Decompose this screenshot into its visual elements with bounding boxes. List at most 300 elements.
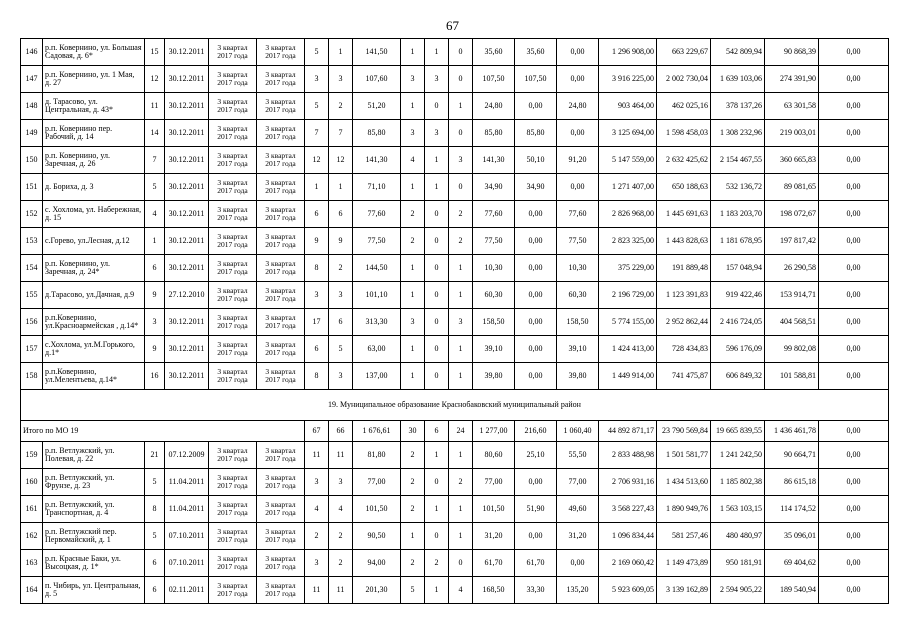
table-cell: 50,10 — [515, 147, 557, 174]
table-cell: 5 — [145, 523, 165, 550]
table-cell: 1 296 908,00 — [599, 39, 657, 66]
table-cell: 0,00 — [819, 523, 889, 550]
table-cell: 15 — [145, 39, 165, 66]
table-cell: 89 081,65 — [765, 174, 819, 201]
total-cell: 1 436 461,78 — [765, 421, 819, 442]
table-cell: 3 квартал 2017 года — [257, 39, 305, 66]
table-cell: 2 196 729,00 — [599, 282, 657, 309]
table-cell: 30.12.2011 — [165, 255, 209, 282]
table-cell: 107,50 — [473, 66, 515, 93]
table-cell: 1 — [449, 336, 473, 363]
table-cell: 11 — [305, 577, 329, 604]
table-cell: 3 квартал 2017 года — [209, 550, 257, 577]
table-cell: 0,00 — [819, 309, 889, 336]
table-cell: 07.12.2009 — [165, 442, 209, 469]
table-cell: 375 229,00 — [599, 255, 657, 282]
table-cell: 274 391,90 — [765, 66, 819, 93]
table-cell: 85,80 — [473, 120, 515, 147]
table-cell: 0 — [425, 363, 449, 390]
row-number-cell: 163 — [21, 550, 43, 577]
table-cell: 0 — [425, 93, 449, 120]
table-cell: 0,00 — [819, 147, 889, 174]
address-cell: р.п. Ветлужский, ул. Полевая, д. 22 — [43, 442, 145, 469]
address-cell: с.Хохлома, ул.М.Горького, д.1* — [43, 336, 145, 363]
table-cell: 1 — [401, 255, 425, 282]
table-cell: 2 416 724,05 — [711, 309, 765, 336]
table-cell: 141,30 — [353, 147, 401, 174]
table-cell: 3 квартал 2017 года — [257, 66, 305, 93]
table-cell: 2 — [449, 201, 473, 228]
table-cell: 9 — [329, 228, 353, 255]
table-row — [21, 66, 889, 93]
row-number-cell: 161 — [21, 496, 43, 523]
table-cell: 0,00 — [819, 174, 889, 201]
table-cell: 1 096 834,44 — [599, 523, 657, 550]
table-cell: 0,00 — [557, 550, 599, 577]
table-cell: 12 — [305, 147, 329, 174]
table-cell: 5 774 155,00 — [599, 309, 657, 336]
total-label: Итого по МО 19 — [21, 421, 305, 442]
table-cell: 3 квартал 2017 года — [209, 496, 257, 523]
table-row — [21, 336, 889, 363]
table-cell: 189 540,94 — [765, 577, 819, 604]
table-cell: 3 квартал 2017 года — [209, 66, 257, 93]
table-cell: 11.04.2011 — [165, 496, 209, 523]
row-number-cell: 157 — [21, 336, 43, 363]
table-cell: 5 — [305, 93, 329, 120]
table-cell: 2 823 325,00 — [599, 228, 657, 255]
table-cell: 31,20 — [557, 523, 599, 550]
table-cell: 3 квартал 2017 года — [209, 93, 257, 120]
table-cell: 0,00 — [819, 496, 889, 523]
table-cell: 0,00 — [515, 282, 557, 309]
table-cell: 25,10 — [515, 442, 557, 469]
table-cell: 0 — [449, 120, 473, 147]
table-cell: 2 826 968,00 — [599, 201, 657, 228]
table-cell: 3 квартал 2017 года — [257, 523, 305, 550]
table-cell: 1 — [449, 363, 473, 390]
table-cell: 2 — [401, 496, 425, 523]
table-cell: 3 квартал 2017 года — [257, 550, 305, 577]
table-cell: 0,00 — [515, 255, 557, 282]
table-cell: 16 — [145, 363, 165, 390]
table-cell: 3 квартал 2017 года — [257, 282, 305, 309]
table-cell: 10,30 — [473, 255, 515, 282]
table-cell: 153 914,71 — [765, 282, 819, 309]
table-cell: 462 025,16 — [657, 93, 711, 120]
table-cell: 3 квартал 2017 года — [257, 201, 305, 228]
table-cell: 11 — [145, 93, 165, 120]
table-cell: 542 809,94 — [711, 39, 765, 66]
table-cell: 360 665,83 — [765, 147, 819, 174]
table-cell: 0 — [449, 550, 473, 577]
table-cell: 219 003,01 — [765, 120, 819, 147]
table-cell: 1 — [425, 442, 449, 469]
table-cell: 197 817,42 — [765, 228, 819, 255]
table-cell: 1 — [425, 577, 449, 604]
table-cell: 90 868,39 — [765, 39, 819, 66]
table-cell: 30.12.2011 — [165, 66, 209, 93]
table-cell: 157 048,94 — [711, 255, 765, 282]
table-cell: 61,70 — [515, 550, 557, 577]
table-cell: 77,00 — [473, 469, 515, 496]
table-cell: 7 — [145, 147, 165, 174]
total-cell: 0,00 — [819, 421, 889, 442]
table-cell: 4 — [401, 147, 425, 174]
table-cell: 39,80 — [557, 363, 599, 390]
table-cell: 10,30 — [557, 255, 599, 282]
table-cell: 11 — [329, 442, 353, 469]
table-cell: 86 615,18 — [765, 469, 819, 496]
table-cell: 2 — [401, 228, 425, 255]
table-cell: 8 — [305, 363, 329, 390]
table-cell: 158,50 — [557, 309, 599, 336]
table-cell: 77,50 — [557, 228, 599, 255]
table-cell: 2 — [401, 469, 425, 496]
table-cell: 1 — [401, 282, 425, 309]
table-cell: 2 — [449, 228, 473, 255]
table-cell: 0 — [425, 523, 449, 550]
table-cell: 168,50 — [473, 577, 515, 604]
table-cell: 12 — [329, 147, 353, 174]
table-cell: 2 — [329, 550, 353, 577]
table-row — [21, 550, 889, 577]
table-cell: 135,20 — [557, 577, 599, 604]
table-cell: 0,00 — [819, 363, 889, 390]
table-cell: 1 — [329, 39, 353, 66]
section-header-block — [21, 390, 889, 442]
table-cell: 61,70 — [473, 550, 515, 577]
table-cell: 3 — [425, 120, 449, 147]
table-cell: 596 176,09 — [711, 336, 765, 363]
address-cell: д. Бориха, д. 3 — [43, 174, 145, 201]
address-cell: р.п. Ковернино, ул. 1 Мая, д. 27 — [43, 66, 145, 93]
table-cell: 0,00 — [515, 336, 557, 363]
table-cell: 77,60 — [353, 201, 401, 228]
table-cell: 1 — [145, 228, 165, 255]
table-cell: 99 802,08 — [765, 336, 819, 363]
table-cell: 5 147 559,00 — [599, 147, 657, 174]
table-cell: 3 квартал 2017 года — [209, 363, 257, 390]
total-cell: 24 — [449, 421, 473, 442]
address-cell: с. Хохлома, ул. Набережная, д. 15 — [43, 201, 145, 228]
table-cell: 1 — [425, 496, 449, 523]
table-cell: 90 664,71 — [765, 442, 819, 469]
table-cell: 21 — [145, 442, 165, 469]
table-cell: 3 139 162,89 — [657, 577, 711, 604]
table-cell: 3 квартал 2017 года — [209, 120, 257, 147]
row-number-cell: 150 — [21, 147, 43, 174]
table-cell: 144,50 — [353, 255, 401, 282]
table-cell: 51,20 — [353, 93, 401, 120]
table-cell: 11 — [305, 442, 329, 469]
row-number-cell: 147 — [21, 66, 43, 93]
table-cell: 663 229,67 — [657, 39, 711, 66]
table-cell: 3 — [425, 66, 449, 93]
table-cell: 1 563 103,15 — [711, 496, 765, 523]
table-cell: 30.12.2011 — [165, 309, 209, 336]
table-cell: 198 072,67 — [765, 201, 819, 228]
total-cell: 66 — [329, 421, 353, 442]
table-cell: 3 квартал 2017 года — [209, 201, 257, 228]
table-cell: 34,90 — [515, 174, 557, 201]
table-cell: 30.12.2011 — [165, 201, 209, 228]
table-cell: 85,80 — [515, 120, 557, 147]
table-cell: 2 — [329, 523, 353, 550]
table-cell: 49,60 — [557, 496, 599, 523]
table-row — [21, 255, 889, 282]
table-cell: 3 — [401, 120, 425, 147]
address-cell: р.п. Ветлужский пер. Первомайский, д. 1 — [43, 523, 145, 550]
table-cell: 1 598 458,03 — [657, 120, 711, 147]
table-row — [21, 496, 889, 523]
table-cell: 191 889,48 — [657, 255, 711, 282]
table-cell: 1 — [425, 39, 449, 66]
table-cell: 0,00 — [557, 39, 599, 66]
table-cell: 3 квартал 2017 года — [257, 120, 305, 147]
total-cell: 1 060,40 — [557, 421, 599, 442]
table-cell: 0 — [425, 282, 449, 309]
table-cell: 0 — [425, 309, 449, 336]
table-cell: 3 — [329, 469, 353, 496]
table-cell: 14 — [145, 120, 165, 147]
table-cell: 0,00 — [819, 120, 889, 147]
table-cell: 30.12.2011 — [165, 228, 209, 255]
table-cell: 77,60 — [473, 201, 515, 228]
row-number-cell: 160 — [21, 469, 43, 496]
table-cell: 2 632 425,62 — [657, 147, 711, 174]
table-row — [21, 363, 889, 390]
table-cell: 77,00 — [353, 469, 401, 496]
table-cell: 3 квартал 2017 года — [209, 577, 257, 604]
table-cell: 2 169 060,42 — [599, 550, 657, 577]
table-cell: 903 464,00 — [599, 93, 657, 120]
table-cell: 71,10 — [353, 174, 401, 201]
table-cell: 51,90 — [515, 496, 557, 523]
table-cell: 532 136,72 — [711, 174, 765, 201]
table-cell: 3 квартал 2017 года — [209, 523, 257, 550]
table-cell: 39,10 — [473, 336, 515, 363]
table-cell: 3 — [305, 550, 329, 577]
table-cell: 63 301,58 — [765, 93, 819, 120]
table-cell: 4 — [145, 201, 165, 228]
table-cell: 4 — [305, 496, 329, 523]
table-cell: 30.12.2011 — [165, 93, 209, 120]
address-cell: р.п. Ветлужский, ул. Фрунзе, д. 23 — [43, 469, 145, 496]
table-cell: 60,30 — [473, 282, 515, 309]
table-cell: 7 — [329, 120, 353, 147]
row-number-cell: 148 — [21, 93, 43, 120]
table-cell: 55,50 — [557, 442, 599, 469]
table-cell: 0,00 — [819, 228, 889, 255]
table-cell: 950 181,91 — [711, 550, 765, 577]
table-cell: 30.12.2011 — [165, 336, 209, 363]
table-cell: 101,50 — [473, 496, 515, 523]
table-cell: 1 — [401, 174, 425, 201]
row-number-cell: 155 — [21, 282, 43, 309]
table-cell: 2 — [401, 550, 425, 577]
table-cell: 480 480,97 — [711, 523, 765, 550]
address-cell: д.Тарасово, ул.Дачная, д.9 — [43, 282, 145, 309]
address-cell: п. Чибирь, ул. Центральная, д. 5 — [43, 577, 145, 604]
total-cell: 23 790 569,84 — [657, 421, 711, 442]
table-cell: 1 — [401, 336, 425, 363]
table-cell: 107,50 — [515, 66, 557, 93]
total-cell: 1 676,61 — [353, 421, 401, 442]
table-cell: 2 — [401, 201, 425, 228]
table-cell: 0,00 — [515, 228, 557, 255]
table-cell: 3 — [305, 469, 329, 496]
table-cell: 1 — [401, 523, 425, 550]
table-cell: 404 568,51 — [765, 309, 819, 336]
table-cell: 5 — [145, 469, 165, 496]
table-row — [21, 577, 889, 604]
table-cell: 1 — [449, 282, 473, 309]
table-cell: 30.12.2011 — [165, 39, 209, 66]
table-cell: 0,00 — [819, 469, 889, 496]
table-cell: 2 — [425, 550, 449, 577]
address-cell: р.п. Ковернино, ул. Заречная, д. 26 — [43, 147, 145, 174]
table-cell: 1 449 914,00 — [599, 363, 657, 390]
total-cell: 6 — [425, 421, 449, 442]
table-cell: 17 — [305, 309, 329, 336]
table-cell: 3 квартал 2017 года — [257, 174, 305, 201]
table-cell: 1 890 949,76 — [657, 496, 711, 523]
table-cell: 77,50 — [473, 228, 515, 255]
table-cell: 3 квартал 2017 года — [209, 282, 257, 309]
table-cell: 3 — [401, 66, 425, 93]
total-cell: 67 — [305, 421, 329, 442]
row-number-cell: 151 — [21, 174, 43, 201]
table-cell: 0,00 — [819, 442, 889, 469]
table-row — [21, 120, 889, 147]
table-cell: 24,80 — [557, 93, 599, 120]
table-cell: 26 290,58 — [765, 255, 819, 282]
table-cell: 5 923 609,05 — [599, 577, 657, 604]
table-cell: 114 174,52 — [765, 496, 819, 523]
table-cell: 3 — [329, 66, 353, 93]
table-cell: 1 149 473,89 — [657, 550, 711, 577]
registry-rows-group-b — [21, 442, 889, 604]
table-cell: 0,00 — [819, 255, 889, 282]
table-cell: 0,00 — [557, 174, 599, 201]
total-cell: 44 892 871,17 — [599, 421, 657, 442]
table-cell: 0,00 — [515, 93, 557, 120]
table-cell: 6 — [329, 201, 353, 228]
table-cell: 2 833 488,98 — [599, 442, 657, 469]
table-cell: 0 — [449, 174, 473, 201]
row-number-cell: 162 — [21, 523, 43, 550]
table-cell: 5 — [401, 577, 425, 604]
registry-rows-group-a — [21, 39, 889, 390]
table-cell: 1 183 203,70 — [711, 201, 765, 228]
table-cell: 728 434,83 — [657, 336, 711, 363]
table-cell: 9 — [305, 228, 329, 255]
table-cell: 4 — [449, 577, 473, 604]
table-cell: 6 — [305, 201, 329, 228]
table-cell: 1 241 242,50 — [711, 442, 765, 469]
table-cell: 6 — [329, 309, 353, 336]
table-row — [21, 469, 889, 496]
table-cell: 6 — [145, 577, 165, 604]
total-cell: 30 — [401, 421, 425, 442]
table-cell: 2 594 905,22 — [711, 577, 765, 604]
table-cell: 1 445 691,63 — [657, 201, 711, 228]
table-cell: 1 271 407,00 — [599, 174, 657, 201]
address-cell: р.п.Ковернино, ул.Красноармейская , д.14* — [43, 309, 145, 336]
table-cell: 6 — [145, 550, 165, 577]
table-cell: 3 568 227,43 — [599, 496, 657, 523]
table-cell: 2 002 730,04 — [657, 66, 711, 93]
address-cell: р.п. Ковернино, ул. Заречная, д. 24* — [43, 255, 145, 282]
table-cell: 11.04.2011 — [165, 469, 209, 496]
table-cell: 94,00 — [353, 550, 401, 577]
table-cell: 1 185 802,38 — [711, 469, 765, 496]
table-cell: 30.12.2011 — [165, 174, 209, 201]
table-cell: 1 — [401, 39, 425, 66]
table-cell: 31,20 — [473, 523, 515, 550]
table-cell: 3 — [401, 309, 425, 336]
table-cell: 3 — [329, 363, 353, 390]
address-cell: р.п. Красные Баки, ул. Высоцкая, д. 1* — [43, 550, 145, 577]
row-number-cell: 159 — [21, 442, 43, 469]
total-cell: 19 665 839,55 — [711, 421, 765, 442]
table-cell: 201,30 — [353, 577, 401, 604]
total-row — [21, 421, 889, 442]
table-cell: 378 137,26 — [711, 93, 765, 120]
table-cell: 24,80 — [473, 93, 515, 120]
table-cell: 2 — [329, 93, 353, 120]
table-cell: 0,00 — [819, 201, 889, 228]
table-cell: 90,50 — [353, 523, 401, 550]
table-cell: 07.10.2011 — [165, 550, 209, 577]
table-cell: 581 257,46 — [657, 523, 711, 550]
table-cell: 1 434 513,60 — [657, 469, 711, 496]
table-cell: 919 422,46 — [711, 282, 765, 309]
table-cell: 2 — [449, 469, 473, 496]
table-cell: 3 — [305, 66, 329, 93]
table-cell: 33,30 — [515, 577, 557, 604]
table-cell: 2 — [329, 255, 353, 282]
table-cell: 3 квартал 2017 года — [257, 577, 305, 604]
table-row — [21, 174, 889, 201]
table-cell: 101,50 — [353, 496, 401, 523]
table-cell: 1 — [401, 363, 425, 390]
table-cell: 0 — [449, 66, 473, 93]
table-cell: 1 — [449, 442, 473, 469]
table-cell: 3 квартал 2017 года — [209, 469, 257, 496]
table-cell: 12 — [145, 66, 165, 93]
table-row — [21, 201, 889, 228]
table-cell: 8 — [145, 496, 165, 523]
table-cell: 2 — [305, 523, 329, 550]
table-cell: 3 916 225,00 — [599, 66, 657, 93]
table-cell: 3 квартал 2017 года — [257, 442, 305, 469]
table-cell: 1 — [401, 93, 425, 120]
table-cell: 3 квартал 2017 года — [257, 469, 305, 496]
table-cell: 35,60 — [473, 39, 515, 66]
table-cell: 3 квартал 2017 года — [209, 336, 257, 363]
row-number-cell: 153 — [21, 228, 43, 255]
table-cell: 30.12.2011 — [165, 147, 209, 174]
table-cell: 3 квартал 2017 года — [209, 255, 257, 282]
address-cell: р.п. Ковернино, ул. Большая Садовая, д. 6* — [43, 39, 145, 66]
table-cell: 1 — [305, 174, 329, 201]
table-cell: 2 154 467,55 — [711, 147, 765, 174]
table-cell: 0,00 — [819, 39, 889, 66]
table-cell: 0,00 — [819, 66, 889, 93]
table-row — [21, 93, 889, 120]
